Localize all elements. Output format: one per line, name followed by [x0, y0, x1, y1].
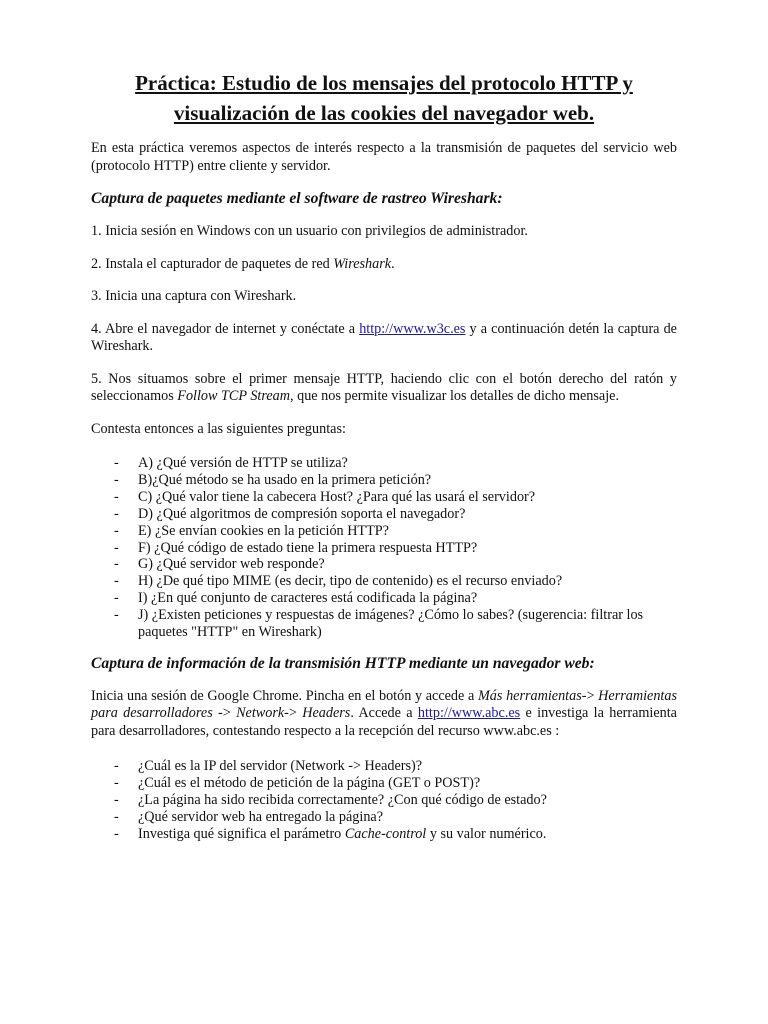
title-line-1: Práctica: Estudio de los mensajes del protocolo HTTP y [135, 71, 633, 95]
question-a: A) ¿Qué versión de HTTP se utiliza? [138, 455, 348, 471]
question-i: I) ¿En qué conjunto de caracteres está codificada la página? [138, 590, 478, 607]
dash-bullet: - [114, 522, 119, 539]
list-item [91, 540, 677, 557]
list-item [91, 590, 677, 607]
list-item [91, 556, 677, 573]
list-item [91, 775, 677, 792]
question-j: J) ¿Existen peticiones y respuestas de imágenes? ¿Cómo lo sabes? (sugerencia: filtrar los paquetes "HTTP" en Wireshark) [138, 607, 644, 641]
dash-bullet: - [114, 505, 119, 522]
list-item [91, 809, 677, 826]
question-e: E) ¿Se envían cookies en la petición HTTP? [138, 522, 389, 539]
dash-bullet: - [114, 556, 119, 573]
section-heading-wireshark: Captura de paquetes mediante el software de rastreo Wireshark: [91, 190, 503, 207]
list-item [91, 506, 677, 523]
step-2-text: 2. Instala el capturador de paquetes de red [91, 255, 334, 272]
step-4-end: y a continuación detén la captura de Wireshark. [91, 320, 677, 354]
browser-question-5-end: y su valor numérico. [426, 826, 547, 843]
step-2-emphasis: Wireshark [333, 255, 392, 272]
chrome-text-3: e investiga la herramienta para desarrolladores, contestando respecto a la recepción del recurso www.abc.es : [91, 705, 677, 739]
browser-question-list [91, 758, 677, 843]
step-3: 3. Inicia una captura con Wireshark. [91, 288, 297, 304]
dash-bullet: - [114, 488, 119, 505]
abc-link[interactable]: http://www.abc.es [417, 705, 521, 722]
dash-bullet: - [114, 539, 119, 556]
step-5-end: , que nos permite visualizar los detalles de dicho mensaje. [290, 388, 619, 404]
dash-bullet: - [114, 607, 119, 624]
step-1: 1. Inicia sesión en Windows con un usuario con privilegios de administrador. [91, 223, 528, 239]
list-item [91, 573, 677, 590]
dash-bullet: - [114, 455, 119, 471]
step-4-text: 4. Abre el navegador de internet y conéctate a [91, 320, 360, 337]
chrome-arrow-2: -> [212, 705, 237, 722]
chrome-arrow-1: -> [581, 687, 599, 704]
question-list [91, 455, 677, 641]
question-c: C) ¿Qué valor tiene la cabecera Host? ¿Para qué las usará el servidor? [138, 488, 536, 505]
answer-prompt: Contesta entonces a las siguientes preguntas: [91, 420, 346, 437]
w3c-link[interactable]: http://www.w3c.es [359, 320, 466, 337]
chrome-paragraph [91, 688, 677, 741]
browser-question-1: ¿Cuál es la IP del servidor (Network -> Headers)? [138, 758, 423, 775]
cache-control-term: Cache-control [344, 826, 427, 843]
browser-question-2: ¿Cuál es el método de petición de la página (GET o POST)? [138, 775, 481, 792]
list-item [91, 472, 677, 489]
question-f: F) ¿Qué código de estado tiene la primera respuesta HTTP? [138, 539, 478, 556]
list-item [91, 523, 677, 540]
list-item [91, 607, 677, 641]
step-5-emphasis: Follow TCP Stream [177, 388, 291, 404]
step-5 [91, 371, 677, 406]
section-heading-browser: Captura de información de la transmisión HTTP mediante un navegador web: [91, 654, 595, 672]
chrome-menu-3: Network [236, 705, 285, 722]
dash-bullet: - [114, 775, 119, 792]
chrome-text-2: . Accede a [350, 705, 418, 722]
question-g: G) ¿Qué servidor web responde? [138, 556, 325, 573]
question-b: B)¿Qué método se ha usado en la primera petición? [138, 471, 432, 488]
dash-bullet: - [114, 573, 119, 590]
browser-question-4: ¿Qué servidor web ha entregado la página? [138, 809, 384, 826]
chrome-menu-1: Más herramientas [477, 687, 582, 704]
list-item [91, 792, 677, 809]
chrome-text-1: Inicia una sesión de Google Chrome. Pincha en el botón y accede a [91, 687, 478, 704]
intro-paragraph: En esta práctica veremos aspectos de interés respecto a la transmisión de paquetes del servicio web (protocolo HTTP) entre cliente y servidor. [91, 140, 677, 174]
chrome-arrow-3: -> [284, 705, 303, 722]
step-2-end: . [391, 255, 395, 272]
dash-bullet: - [114, 792, 119, 809]
browser-question-3: ¿La página ha sido recibida correctamente? ¿Con qué código de estado? [138, 792, 547, 809]
chrome-menu-2: Herramientas para desarrolladores [91, 687, 677, 722]
title-line-2: visualización de las cookies del navegador web. [173, 101, 595, 125]
question-h: H) ¿De qué tipo MIME (es decir, tipo de contenido) es el recurso enviado? [138, 573, 563, 590]
dash-bullet: - [114, 809, 119, 826]
step-5-text: 5. Nos situamos sobre el primer mensaje HTTP, haciendo clic con el botón derecho del ratón y seleccionamos [91, 370, 677, 404]
list-item [91, 758, 677, 775]
browser-question-5-text: Investiga qué significa el parámetro [138, 826, 345, 843]
chrome-menu-4: Headers [302, 705, 351, 722]
dash-bullet: - [114, 758, 119, 775]
document-title [91, 68, 677, 128]
step-2 [91, 256, 677, 274]
list-item [91, 826, 677, 843]
question-d: D) ¿Qué algoritmos de compresión soporta el navegador? [138, 505, 466, 522]
dash-bullet: - [114, 826, 119, 843]
dash-bullet: - [114, 590, 119, 607]
dash-bullet: - [114, 471, 119, 488]
list-item [91, 455, 677, 472]
step-4 [91, 321, 677, 356]
list-item [91, 489, 677, 506]
